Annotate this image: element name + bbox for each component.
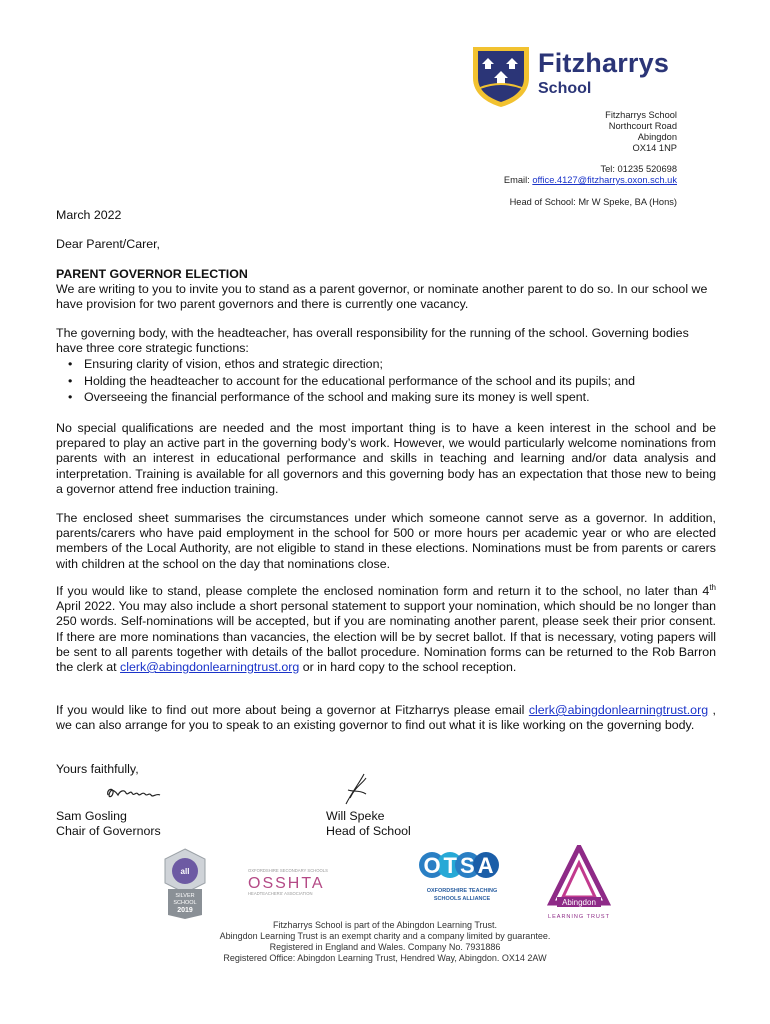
address-line: Northcourt Road	[608, 121, 677, 131]
list-item: • Holding the headteacher to account for the educational performance of the school and its pupils; and	[84, 374, 716, 389]
paragraph-1: We are writing to you to invite you to stand as a parent governor, or nominate another parent to do so. In our school we have provision for two parent governors and there is currently one vacancy.	[56, 282, 708, 312]
address-line: Fitzharrys School	[605, 110, 677, 120]
signature-will-speke	[342, 772, 372, 808]
school-crest-icon	[470, 44, 532, 108]
clerk-email-link[interactable]: clerk@abingdonlearningtrust.org	[120, 660, 300, 675]
functions-list	[56, 357, 716, 405]
signatory-2-title: Head of School	[326, 824, 411, 839]
closing: Yours faithfully,	[56, 762, 139, 776]
signature-sam-gosling	[104, 783, 166, 803]
footer-line: Registered Office: Abingdon Learning Trust, Hendred Way, Abingdon. OX14 2AW	[223, 953, 547, 963]
ordinal-suffix: th	[709, 582, 716, 592]
signatory-1-name: Sam Gosling	[56, 809, 127, 823]
list-item: • Ensuring clarity of vision, ethos and strategic direction;	[84, 357, 716, 372]
list-item: • Overseeing the financial performance of the school and making sure its money is well spent.	[84, 390, 716, 405]
osshta-sub-text: HEADTEACHERS' ASSOCIATION	[248, 891, 313, 896]
footer-line: Fitzharrys School is part of the Abingdon Learning Trust.	[272, 920, 498, 930]
osshta-logo	[246, 866, 356, 896]
contact-block	[504, 164, 677, 186]
osshta-top-text: OXFORDSHIRE SECONDARY SCHOOLS	[248, 868, 328, 873]
email-link[interactable]: office.4127@fitzharrys.oxon.sch.uk	[532, 175, 677, 185]
silver-school-badge	[160, 847, 210, 919]
address-line: Abingdon	[637, 132, 677, 142]
logo-school-word: School	[538, 80, 592, 97]
head-of-school: Head of School: Mr W Speke, BA (Hons)	[509, 197, 677, 207]
school-logo	[470, 44, 680, 110]
otsa-logo	[418, 845, 510, 907]
paragraph-4: The enclosed sheet summarises the circumstances under which someone cannot serve as a governor. In addition, parents/carers who have paid employment in the school for 500 or more hours per academic year or who are elected members of the Local Authority, are not eligible to stand in these elections. Nominations must be from parents or carers with children at the school on the day that nominations close.	[56, 511, 716, 571]
paragraph-6	[56, 703, 716, 733]
otsa-name-text: OTSA	[423, 853, 497, 878]
signatory-1	[56, 809, 306, 839]
badge-school-text: SCHOOL	[173, 900, 197, 906]
paragraph-3: No special qualifications are needed and the most important thing is to have a keen interest in the school and be prepared to play an active part in the governing body’s work. However, we would particularly welcome nominations from parents with an interest in educational performance and skills in teaching and learning and/or data analysis and interpretation. Training is available for all governors and this governing body has an expectation that those new to being a governor attend free induction training.	[56, 421, 716, 496]
footer-line: Abingdon Learning Trust is an exempt charity and a company limited by guarantee.	[219, 931, 551, 941]
paragraph-5	[56, 584, 716, 675]
school-address	[605, 110, 677, 154]
abingdon-trust-logo	[543, 845, 615, 921]
letter-heading	[56, 267, 716, 313]
osshta-name-text: OSSHTA	[248, 875, 325, 892]
abingdon-sub-text: LEARNING TRUST	[548, 914, 610, 920]
p5-text-c: or in hard copy to the school reception.	[299, 660, 517, 675]
badge-year-text: 2019	[177, 907, 193, 914]
p5-text-a: If you would like to stand, please complete the enclosed nomination form and return it to the school, no later than 4	[56, 584, 710, 598]
p6-text-b: , we can also arrange for you to speak to an existing governor to find out what it is like working on the governing body.	[56, 703, 716, 733]
badge-silver-text: SILVER	[175, 893, 195, 899]
p5-text-b: April 2022. You may also include a short personal statement to support your nomination, which should be no longer than 250 words. Self-nominations will be accepted, but if you are nominating another parent, please seek their prior consent. If there are more nominations than vacancies, the election will be by secret ballot. If that is necessary, voting papers will be sent to all parents together with details of the ballot procedure. Nomination forms can be returned to the Rob Barron the clerk at	[56, 599, 716, 675]
footer-line: Registered in England and Wales. Company No. 7931886	[269, 942, 501, 952]
otsa-sub1-text: OXFORDSHIRE TEACHING	[426, 888, 498, 894]
paragraph-2-block	[56, 326, 716, 405]
signatory-2-name: Will Speke	[326, 809, 385, 823]
signatory-2	[326, 809, 576, 839]
paragraph-2: The governing body, with the headteacher, has overall responsibility for the running of the school. Governing bodies have three core strategic functions:	[56, 326, 689, 356]
signatory-1-title: Chair of Governors	[56, 824, 161, 839]
footer	[0, 920, 770, 964]
heading-title: PARENT GOVERNOR ELECTION	[56, 267, 248, 281]
otsa-sub2-text: SCHOOLS ALLIANCE	[433, 896, 491, 902]
telephone: Tel: 01235 520698	[600, 164, 677, 174]
address-line: OX14 1NP	[632, 143, 677, 153]
letter-date: March 2022	[56, 208, 122, 222]
badge-all-text: all	[180, 867, 190, 876]
email-label: Email:	[503, 175, 533, 185]
clerk-email-link-2[interactable]: clerk@abingdonlearningtrust.org	[528, 703, 709, 717]
p6-text-a: If you would like to find out more about being a governor at Fitzharrys please email	[56, 703, 529, 717]
email-line	[504, 175, 677, 186]
salutation: Dear Parent/Carer,	[56, 237, 160, 251]
logo-school-name: Fitzharrys	[538, 48, 670, 78]
abingdon-name-text: Abingdon	[562, 898, 596, 907]
